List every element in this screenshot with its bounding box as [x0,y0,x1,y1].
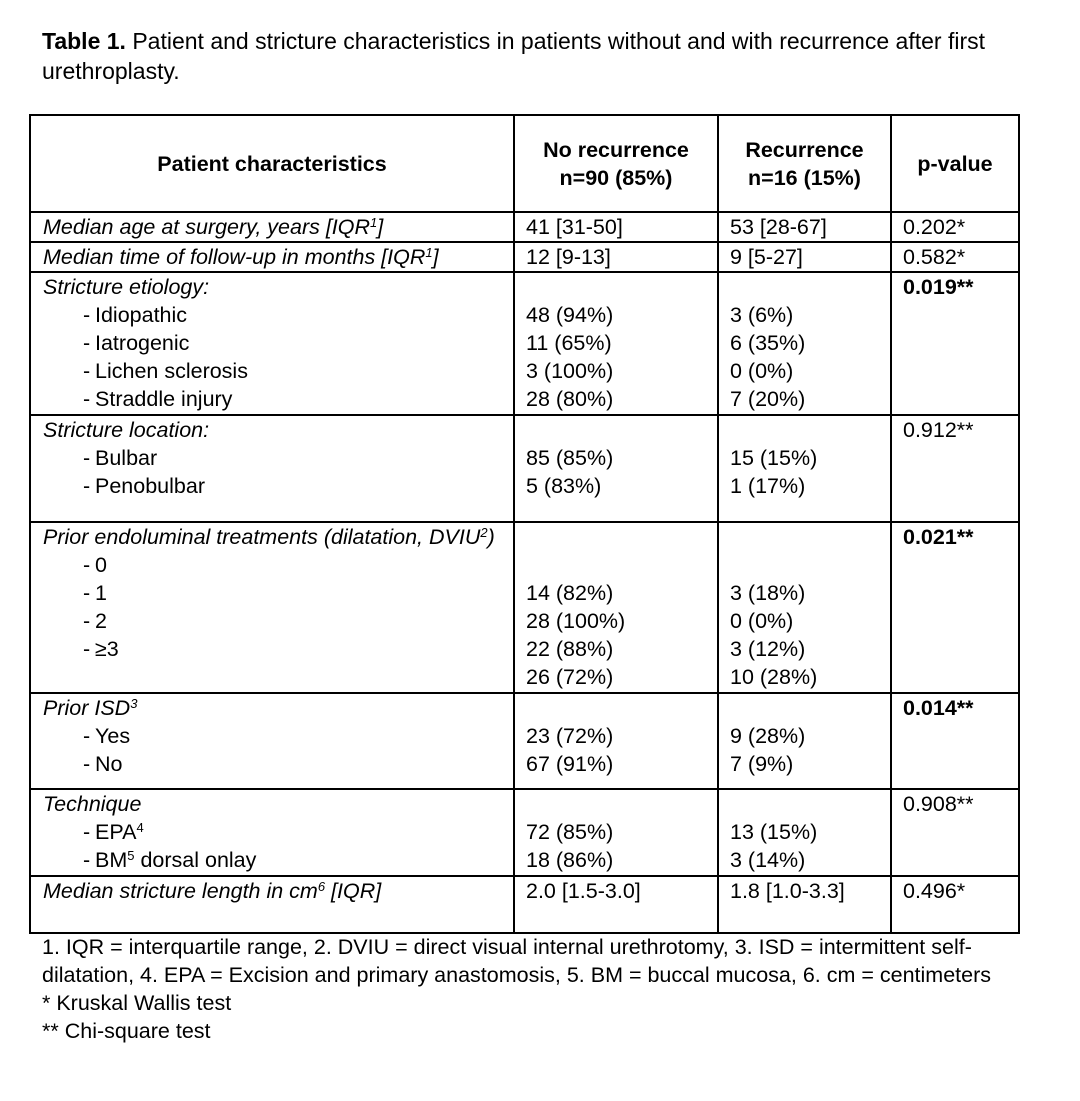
characteristics-table [29,114,1020,934]
cell-no-recurrence: 41 [31-50] [514,212,718,242]
technique-label: Technique [43,792,142,816]
table-row-etiology [30,272,1019,415]
item-label: Idiopathic [95,303,188,327]
cell-no-recurrence [514,789,718,876]
value: 3 (100%) [526,359,614,383]
bullet-dash: - [83,387,91,411]
header-recurrence-title: Recurrence [745,137,864,162]
value: 3 (6%) [730,303,794,327]
table-row-location [30,415,1019,522]
value: 11 (65%) [526,331,612,355]
item-label: 0 [95,553,107,577]
header-patient-characteristics: Patient characteristics [30,115,514,212]
item-label: 1 [95,581,107,605]
followup-label-close: ] [432,245,439,269]
footnote-chi-square: ** Chi-square test [42,1019,211,1043]
caption-text: Patient and stricture characteristics in patients without and with recurrence after first urethroplasty. [42,28,985,84]
table-caption [42,26,1042,86]
value: 3 (18%) [730,581,806,605]
cell-recurrence [718,693,891,789]
cell-p-value: 0.014** [891,693,1019,789]
footnote-ref: 3 [130,696,138,711]
footnote-ref: 1 [370,215,378,230]
list-item [43,722,513,750]
footnote-ref: 5 [127,848,135,863]
bullet-dash: - [83,820,91,844]
label-close: ) [487,525,495,549]
value: 15 (15%) [730,446,818,470]
list-item [43,444,513,472]
row-label [30,272,514,415]
header-recurrence-n: n=16 (15%) [748,165,861,190]
cell-p-value: 0.912** [891,415,1019,522]
list-item [43,385,513,413]
row-label [30,876,514,933]
value: 13 (15%) [730,820,818,844]
label-text: Prior ISD [43,696,131,720]
table-row-isd [30,693,1019,789]
value: 3 (14%) [730,848,806,872]
header-no-recurrence-title: No recurrence [543,137,689,162]
table-footnotes [42,933,1062,1045]
item-label: Lichen sclerosis [95,359,248,383]
label-text: Prior endoluminal treatments (dilatation, DVIU [43,525,481,549]
row-label [30,242,514,272]
item-label [95,818,144,846]
item-text: BM [95,848,128,872]
item-label: ≥3 [95,637,119,661]
value: 28 (80%) [526,387,614,411]
value: 28 (100%) [526,609,626,633]
cell-p-value: 0.582* [891,242,1019,272]
footnote-ref: 2 [480,525,488,540]
footnote-ref: 6 [317,879,326,894]
value: 7 (9%) [730,752,794,776]
list-item [43,301,513,329]
list-item [43,472,513,500]
table-header-row [30,115,1019,212]
value: 0 (0%) [730,359,794,383]
value: 23 (72%) [526,724,614,748]
item-label: Straddle injury [95,387,233,411]
table-row-endoluminal [30,522,1019,693]
cell-p-value: 0.496* [891,876,1019,933]
bullet-dash: - [83,303,91,327]
list-item [43,551,513,579]
item-label: Iatrogenic [95,331,190,355]
isd-label [43,694,513,722]
row-label [30,693,514,789]
header-no-recurrence-n: n=90 (85%) [559,165,673,190]
header-recurrence [718,115,891,212]
list-item [43,579,513,607]
list-item [43,329,513,357]
item-tail: dorsal onlay [134,848,257,872]
bullet-dash: - [83,609,91,633]
followup-label: Median time of follow-up in months [IQR [43,245,426,269]
value: 18 (86%) [526,848,614,872]
bullet-dash: - [83,848,91,872]
cell-recurrence [718,415,891,522]
item-label: 2 [95,609,107,633]
cell-no-recurrence [514,693,718,789]
footnote-ref: 1 [425,245,433,260]
list-item [43,635,513,663]
bullet-dash: - [83,724,91,748]
bullet-dash: - [83,553,91,577]
etiology-label: Stricture etiology: [43,275,210,299]
bullet-dash: - [83,359,91,383]
row-label [30,415,514,522]
cell-p-value: 0.021** [891,522,1019,693]
cell-recurrence: 1.8 [1.0-3.3] [718,876,891,933]
value: 14 (82%) [526,581,614,605]
row-label [30,212,514,242]
bullet-dash: - [83,331,91,355]
value: 3 (12%) [730,637,806,661]
label-close: [IQR] [325,879,382,903]
location-label: Stricture location: [43,418,210,442]
cell-no-recurrence: 12 [9-13] [514,242,718,272]
item-label: No [95,752,123,776]
cell-p-value: 0.908** [891,789,1019,876]
footnote-abbreviations: 1. IQR = interquartile range, 2. DVIU = direct visual internal urethrotomy, 3. ISD = intermittent self-dilatation, 4. EPA = Excision and primary anastomosis, 5. BM = buccal mucosa, 6. cm = centimeters [42,935,992,987]
bullet-dash: - [83,474,91,498]
value: 67 (91%) [526,752,614,776]
table-row-technique [30,789,1019,876]
value: 10 (28%) [730,665,818,689]
value: 85 (85%) [526,446,614,470]
list-item [43,818,513,846]
age-label-close: ] [377,215,384,239]
table-row-followup [30,242,1019,272]
list-item [43,607,513,635]
cell-recurrence [718,522,891,693]
cell-recurrence: 9 [5-27] [718,242,891,272]
item-label: Bulbar [95,446,158,470]
cell-no-recurrence [514,522,718,693]
value: 7 (20%) [730,387,806,411]
cell-recurrence [718,272,891,415]
label-text: Median stricture length in cm [43,879,318,903]
bullet-dash: - [83,446,91,470]
item-label [95,846,256,874]
cell-recurrence: 53 [28-67] [718,212,891,242]
cell-no-recurrence [514,272,718,415]
cell-no-recurrence: 2.0 [1.5-3.0] [514,876,718,933]
list-item [43,750,513,778]
value: 0 (0%) [730,609,794,633]
value: 5 (83%) [526,474,602,498]
age-label: Median age at surgery, years [IQR [43,215,371,239]
bullet-dash: - [83,581,91,605]
footnote-kruskal-wallis: * Kruskal Wallis test [42,991,232,1015]
value: 26 (72%) [526,665,614,689]
row-label [30,789,514,876]
footnote-ref: 4 [136,820,144,835]
value: 1 (17%) [730,474,806,498]
list-item [43,357,513,385]
header-no-recurrence [514,115,718,212]
value: 48 (94%) [526,303,614,327]
value: 6 (35%) [730,331,806,355]
endoluminal-label [43,523,513,551]
cell-no-recurrence [514,415,718,522]
cell-recurrence [718,789,891,876]
bullet-dash: - [83,752,91,776]
value: 9 (28%) [730,724,806,748]
cell-p-value: 0.202* [891,212,1019,242]
bullet-dash: - [83,637,91,661]
value: 22 (88%) [526,637,614,661]
table-row-length [30,876,1019,933]
header-p-value: p-value [891,115,1019,212]
value: 72 (85%) [526,820,614,844]
table-row-age [30,212,1019,242]
item-label: Penobulbar [95,474,205,498]
item-label: Yes [95,724,131,748]
cell-p-value: 0.019** [891,272,1019,415]
caption-label: Table 1. [42,28,126,54]
list-item [43,846,513,874]
row-label [30,522,514,693]
item-text: EPA [95,820,137,844]
